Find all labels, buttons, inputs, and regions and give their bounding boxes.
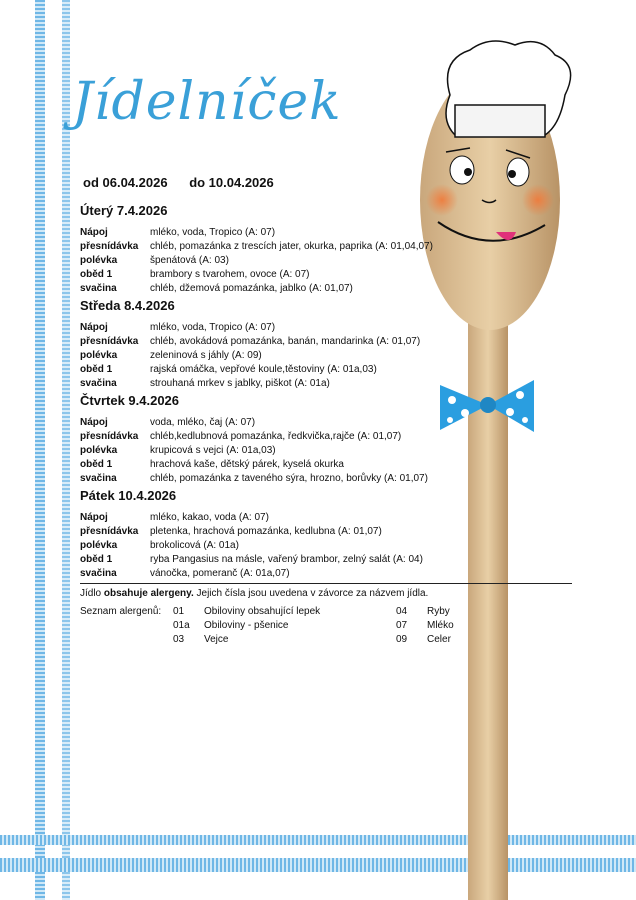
menu-row-label: svačina: [80, 283, 117, 294]
menu-row: [80, 553, 560, 567]
allergen-note-pre: Jídlo: [80, 588, 104, 599]
menu-row-label: oběd 1: [80, 459, 113, 470]
menu-row-label: Nápoj: [80, 227, 108, 238]
date-to: do 10.04.2026: [189, 175, 274, 190]
menu-row-label: přesnídávka: [80, 241, 139, 252]
menu-row-label: svačina: [80, 378, 117, 389]
menu-row-value: mléko, voda, Tropico (A: 07): [150, 227, 276, 238]
menu-row: [80, 430, 560, 444]
allergen-note-bold: obsahuje alergeny.: [103, 588, 194, 599]
allergen-name: Obiloviny - pšenice: [204, 620, 289, 631]
date-from: od 06.04.2026: [83, 175, 168, 190]
menu-row-label: přesnídávka: [80, 526, 139, 537]
menu-row: [80, 321, 560, 335]
allergen-code: 01: [173, 606, 185, 617]
menu-row-label: Nápoj: [80, 512, 108, 523]
menu-row-value: mléko, voda, Tropico (A: 07): [150, 322, 276, 333]
menu-row-value: chléb, avokádová pomazánka, banán, mandarinka (A: 01,07): [150, 336, 421, 347]
menu-row-value: vánočka, pomeranč (A: 01a,07): [150, 568, 290, 579]
menu-row: [80, 472, 560, 486]
menu-row-value: zeleninová s jáhly (A: 09): [150, 350, 262, 361]
menu-row-value: krupicová s vejci (A: 01a,03): [150, 445, 276, 456]
menu-row: [80, 416, 560, 430]
menu-row-value: chléb, pomazánka z trescích jater, okurka, paprika (A: 01,04,07): [150, 241, 433, 252]
menu-row-value: chléb, džemová pomazánka, jablko (A: 01,07): [150, 283, 353, 294]
menu-row: [80, 254, 560, 268]
allergen-list-label: Seznam alergenů:: [80, 606, 162, 617]
menu-row: [80, 525, 560, 539]
menu-row-value: pletenka, hrachová pomazánka, kedlubna (A: 01,07): [150, 526, 382, 537]
menu-row: [80, 349, 560, 363]
allergen-code: 09: [396, 634, 408, 645]
menu-row: [80, 377, 560, 391]
menu-row-value: voda, mléko, čaj (A: 07): [150, 417, 256, 428]
day-heading: Pátek 10.4.2026: [80, 488, 177, 503]
menu-row-value: brokolicová (A: 01a): [150, 540, 239, 551]
allergen-note-post: Jejich čísla jsou uvedena v závorce za názvem jídla.: [193, 588, 429, 599]
menu-row-label: svačina: [80, 473, 117, 484]
menu-row-label: polévka: [80, 540, 118, 551]
day-heading: Středa 8.4.2026: [80, 298, 175, 313]
menu-row-label: polévka: [80, 350, 118, 361]
allergen-note: [80, 588, 428, 599]
allergen-names-right: [427, 605, 454, 647]
menu-row-value: rajská omáčka, vepřové koule,těstoviny (A: 01a,03): [150, 364, 377, 375]
menu-row-label: oběd 1: [80, 269, 113, 280]
divider-line: [80, 583, 572, 584]
day-block: [80, 203, 560, 296]
allergen-code: 04: [396, 606, 408, 617]
menu-row: [80, 444, 560, 458]
day-block: [80, 488, 560, 581]
menu-row-label: polévka: [80, 255, 118, 266]
allergen-codes-left: [173, 605, 190, 647]
menu-row-label: Nápoj: [80, 417, 108, 428]
allergen-names-left: [204, 605, 320, 647]
menu-row: [80, 567, 560, 581]
menu-row-value: hrachová kaše, dětský párek, kyselá okurka: [150, 459, 344, 470]
allergen-name: Ryby: [427, 606, 450, 617]
chef-hat-icon: [446, 41, 571, 137]
menu-row-label: přesnídávka: [80, 431, 139, 442]
menu-row-value: chléb,kedlubnová pomazánka, ředkvička,rajče (A: 01,07): [150, 431, 402, 442]
allergen-name: Mléko: [427, 620, 454, 631]
allergen-code: 01a: [173, 620, 190, 631]
menu-row-value: brambory s tvarohem, ovoce (A: 07): [150, 269, 310, 280]
menu-row: [80, 226, 560, 240]
date-range: [83, 175, 292, 190]
allergen-name: Vejce: [204, 634, 229, 645]
menu-row-value: strouhaná mrkev s jablky, piškot (A: 01a): [150, 378, 330, 389]
allergen-code: 03: [173, 634, 185, 645]
day-block: [80, 393, 560, 486]
page-title: Jídelníček: [72, 72, 342, 132]
menu-row: [80, 240, 560, 254]
menu-row-label: oběd 1: [80, 554, 113, 565]
menu-row-value: chléb, pomazánka z taveného sýra, hrozno, borůvky (A: 01,07): [150, 473, 428, 484]
menu-row-label: polévka: [80, 445, 118, 456]
menu-row-label: svačina: [80, 568, 117, 579]
menu-row-label: Nápoj: [80, 322, 108, 333]
allergen-code: 07: [396, 620, 408, 631]
menu-row-label: oběd 1: [80, 364, 113, 375]
menu-row-label: přesnídávka: [80, 336, 139, 347]
menu-row-value: mléko, kakao, voda (A: 07): [150, 512, 269, 523]
menu-row: [80, 282, 560, 296]
menu-row-value: špenátová (A: 03): [150, 255, 229, 266]
day-block: [80, 298, 560, 391]
menu-row: [80, 268, 560, 282]
allergen-codes-right: [396, 605, 407, 647]
menu-row: [80, 458, 560, 472]
day-heading: Čtvrtek 9.4.2026: [80, 393, 180, 408]
menu-row: [80, 363, 560, 377]
menu-row: [80, 335, 560, 349]
menu-row: [80, 511, 560, 525]
menu-row: [80, 539, 560, 553]
menu-row-value: ryba Pangasius na másle, vařený brambor, zelný salát (A: 04): [150, 554, 423, 565]
allergen-name: Celer: [427, 634, 451, 645]
allergen-name: Obiloviny obsahující lepek: [204, 606, 321, 617]
day-heading: Úterý 7.4.2026: [80, 203, 168, 218]
